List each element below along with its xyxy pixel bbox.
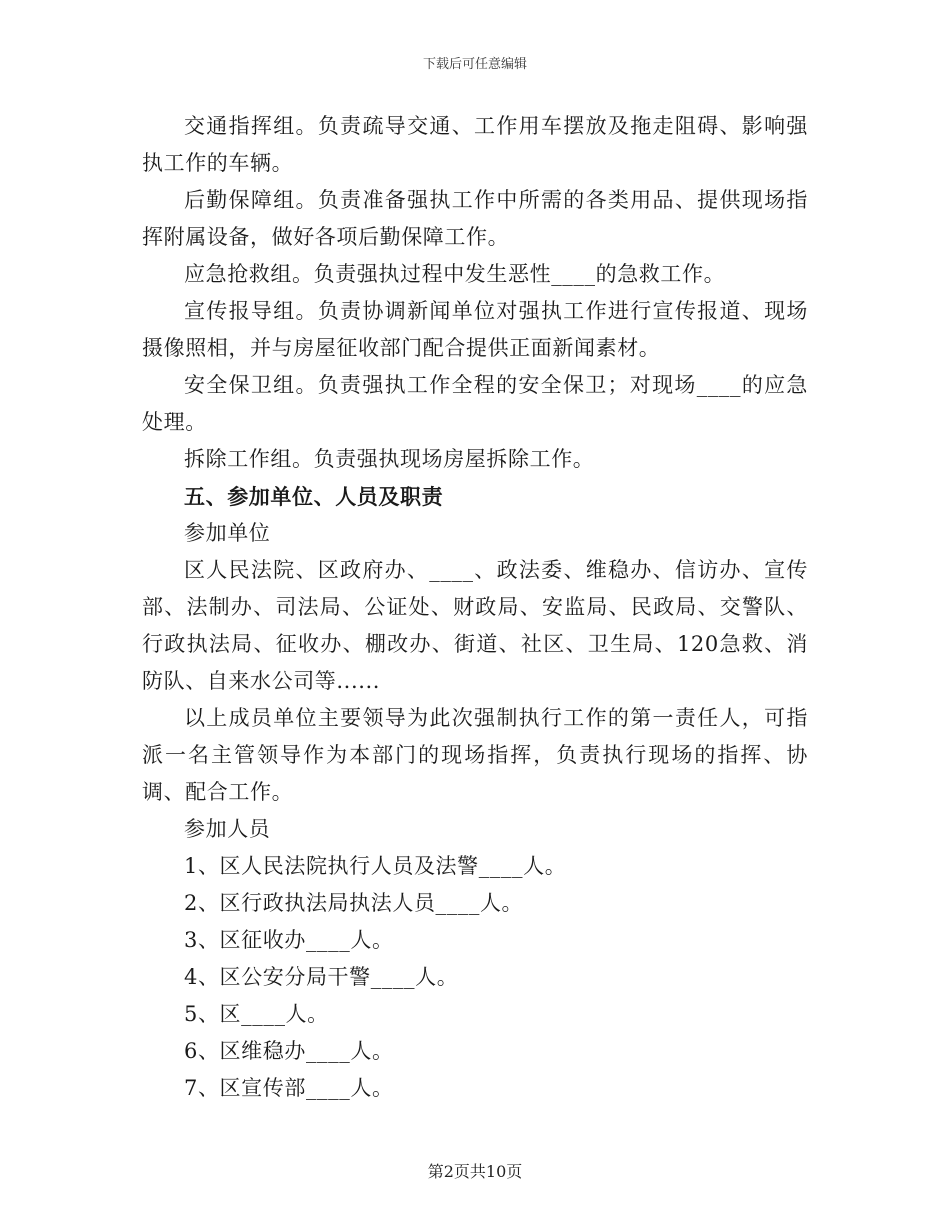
paragraph-traffic-group: 交通指挥组。负责疏导交通、工作用车摆放及拖走阻碍、影响强执工作的车辆。 bbox=[142, 114, 808, 175]
section-heading: 五、参加单位、人员及职责 bbox=[184, 484, 444, 509]
personnel-item: 6、区维稳办____人。 bbox=[184, 1039, 394, 1063]
personnel-item: 3、区征收办____人。 bbox=[184, 928, 394, 952]
personnel-item: 2、区行政执法局执法人员____人。 bbox=[184, 891, 524, 915]
units-note: 以上成员单位主要领导为此次强制执行工作的第一责任人，可指派一名主管领导作为本部门的现场指挥，负责执行现场的指挥、协调、配合工作。 bbox=[142, 706, 808, 804]
paragraph-publicity-group: 宣传报导组。负责协调新闻单位对强执工作进行宣传报道、现场摄像照相，并与房屋征收部门配合提供正面新闻素材。 bbox=[142, 299, 808, 360]
paragraph-security-group: 安全保卫组。负责强执工作全程的安全保卫；对现场____的应急处理。 bbox=[142, 373, 808, 434]
units-label: 参加单位 bbox=[184, 521, 271, 545]
document-body bbox=[142, 108, 808, 1107]
personnel-item: 4、区公安分局干警____人。 bbox=[184, 965, 459, 989]
personnel-item: 5、区____人。 bbox=[184, 1002, 329, 1026]
paragraph-logistics-group: 后勤保障组。负责准备强执工作中所需的各类用品、提供现场指挥附属设备，做好各项后勤保障工作。 bbox=[142, 188, 808, 249]
personnel-item: 7、区宣传部____人。 bbox=[184, 1076, 394, 1100]
page-header: 下载后可任意编辑 bbox=[422, 57, 527, 72]
units-list: 区人民法院、区政府办、____、政法委、维稳办、信访办、宣传部、法制办、司法局、公证处、财政局、安监局、民政局、交警队、行政执法局、征收办、棚改办、街道、社区、卫生局、120急救、消防队、自来水公司等...... bbox=[142, 558, 808, 693]
personnel-item: 1、区人民法院执行人员及法警____人。 bbox=[184, 854, 567, 878]
page-footer: 第2页共10页 bbox=[427, 1162, 523, 1181]
paragraph-emergency-group: 应急抢救组。负责强执过程中发生恶性____的急救工作。 bbox=[184, 262, 726, 286]
paragraph-demolition-group: 拆除工作组。负责强执现场房屋拆除工作。 bbox=[184, 447, 595, 471]
personnel-label: 参加人员 bbox=[184, 817, 271, 841]
